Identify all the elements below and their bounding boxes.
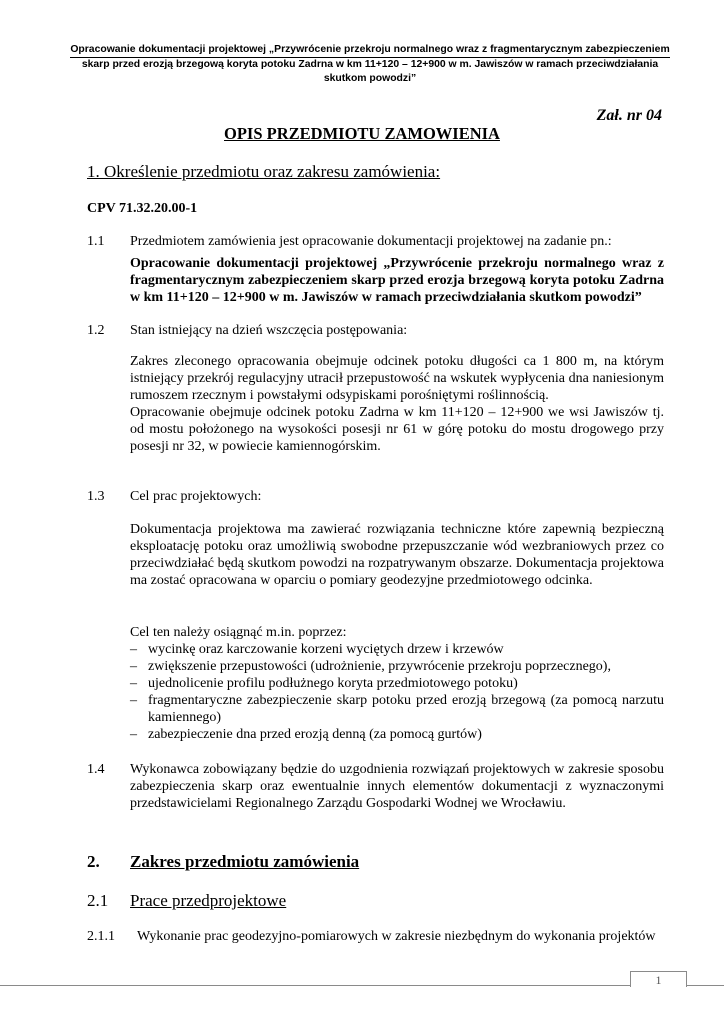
section-1-heading: 1. Określenie przedmiotu oraz zakresu zamówienia: [87,162,441,181]
list-item: – wycinkę oraz karczowanie korzeni wyciętych drzew i krzewów [130,641,664,658]
item-1-1-number: 1.1 [87,234,105,249]
header-line-2: skarp przed erozją brzegową koryta potoku Zadrna w km 11+120 – 12+900 w m. Jawiszów w ramach przeciwdziałania [81,59,659,70]
list-item: – fragmentaryczne zabezpieczenie skarp potoku przed erozją brzegową (za pomocą narzutu kamiennego) [130,692,664,726]
item-2-1-1-text: Wykonanie prac geodezyjno-pomiarowych w zakresie niezbędnym do wykonania projektów [137,929,656,944]
section-2-1-heading [87,891,286,911]
list-item: – ujednolicenie profilu podłużnego koryta przedmiotowego potoku) [130,675,664,692]
list-item: – zabezpieczenie dna przed erozją denną (za pomocą gurtów) [130,726,664,743]
section-2-title: Zakres przedmiotu zamówienia [130,852,360,871]
item-1-2-para-2: Opracowanie obejmuje odcinek potoku Zadrna w km 11+120 – 12+900 we wsi Jawiszów tj. od mostu położonego na wysokości posesji nr 61 w górę potoku do mostu drogowego przy posesji nr 32, w powiecie kamiennogórskim. [130,405,664,454]
item-1-4-text: Wykonawca zobowiązany będzie do uzgodnienia rozwiązań projektowych w zakresie sposobu zabezpieczenia skarp oraz ewentualnie innych elementów dokumentacji z wyznaczonymi przedstawicielami Regionalnego Zarządu Gospodarki Wodnej we Wrocławiu. [130,762,664,811]
item-1-3-para-1: Dokumentacja projektowa ma zawierać rozwiązania techniczne które zapewnią bezpieczną eksploatację potoku oraz umożliwią swobodne przepuszczanie wód wezbraniowych przez co przeciwdziałać będą skutkom powodzi na rozpatrywanym obszarze. Dokumentacja projektowa ma zostać opracowana w oparciu o pomiary geodezyjne przedmiotowego odcinka. [130,522,664,588]
header-line-1: Opracowanie dokumentacji projektowej „Przywrócenie przekroju normalnego wraz z fragmentarycznym zabezpieczeniem [70,44,670,55]
item-1-2-text: Stan istniejący na dzień wszczęcia postępowania: [130,323,408,338]
goals-list [130,641,664,743]
cpv-code: CPV 71.32.20.00-1 [87,201,198,216]
attachment-number: Zał. nr 04 [596,107,662,124]
item-1-2-number: 1.2 [87,323,105,338]
item-2-1-1-number: 2.1.1 [87,929,115,944]
item-1-1-task-name: Opracowanie dokumentacji projektowej „Przywrócenie przekroju normalnego wraz z fragmentarycznym zabezpieczeniem skarp przed erozja brzegową koryta potoku Zadrna w km 11+120 – 12+900 w m. Jawiszów w ramach przeciwdziałania skutkom powodzi” [130,256,664,305]
page-number: 1 [630,971,687,987]
section-2-1-title: Prace przedprojektowe [130,891,287,910]
item-1-1-text: Przedmiotem zamówienia jest opracowanie dokumentacji projektowej na zadanie pn.: [130,234,612,249]
item-1-3-number: 1.3 [87,489,105,504]
item-1-4-number: 1.4 [87,762,105,777]
section-2-heading [87,852,359,872]
item-1-2-para-1: Zakres zleconego opracowania obejmuje odcinek potoku długości ca 1 800 m, na którym istniejący przekrój regulacyjny utracił przepustowość na wskutek wypłycenia dna naniesionym rumoszem rzecznym i powstałymi odsypiskami porośniętymi roślinnością. [130,354,664,403]
section-2-1-number: 2.1 [87,891,109,910]
item-1-3-list-intro: Cel ten należy osiągnąć m.in. poprzez: [130,625,347,640]
header-line-3: skutkom powodzi” [323,73,417,84]
list-item: – zwiększenie przepustowości (udrożnienie, przywrócenie przekroju poprzecznego), [130,658,664,675]
document-title: OPIS PRZEDMIOTU ZAMOWIENIA [224,124,500,143]
section-2-number: 2. [87,852,100,871]
footer-rule [0,985,724,986]
item-1-3-text: Cel prac projektowych: [130,489,262,504]
